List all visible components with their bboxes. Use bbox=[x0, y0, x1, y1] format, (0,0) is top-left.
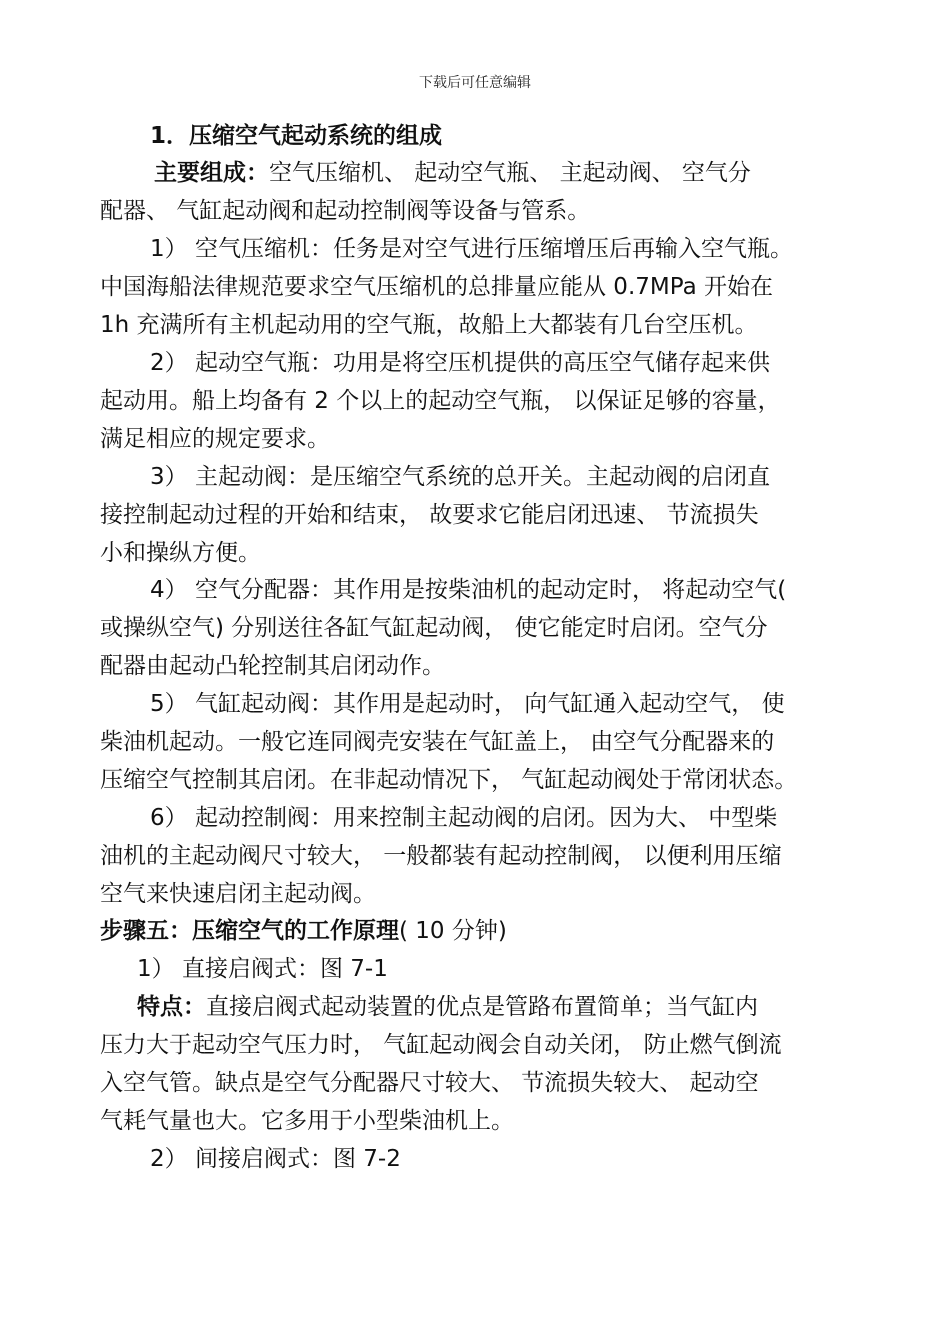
text-line: 接控制起动过程的开始和结束， 故要求它能启闭迅速、 节流损失 bbox=[100, 502, 759, 528]
item-direct-valve: 1） 直接启阀式：图 7-1 bbox=[137, 956, 388, 982]
item-indirect-valve: 2） 间接启阀式：图 7-2 bbox=[150, 1146, 401, 1172]
text-line: 小和操纵方便。 bbox=[100, 540, 261, 566]
text-line: 4） 空气分配器：其作用是按柴油机的起动定时， 将起动空气( bbox=[150, 577, 787, 603]
text-line: 油机的主起动阀尺寸较大， 一般都装有起动控制阀， 以便利用压缩 bbox=[100, 843, 782, 869]
text-line: 3） 主起动阀：是压缩空气系统的总开关。主起动阀的启闭直 bbox=[150, 464, 770, 490]
text-line: 或操纵空气) 分别送往各缸气缸起动阀， 使它能定时启闭。空气分 bbox=[100, 615, 768, 641]
step5-time: ( 10 分钟) bbox=[399, 918, 507, 944]
text-line: 柴油机起动。一般它连同阀壳安装在气缸盖上， 由空气分配器来的 bbox=[100, 729, 775, 755]
text-line: 气耗气量也大。它多用于小型柴油机上。 bbox=[100, 1108, 514, 1134]
step5-label: 步骤五：压缩空气的工作原理 bbox=[100, 918, 399, 944]
text-line: 配器、 气缸起动阀和起动控制阀等设备与管系。 bbox=[100, 198, 591, 224]
feature-line bbox=[137, 992, 758, 1022]
main-components-label: 主要组成： bbox=[154, 160, 269, 186]
text-line: 配器由起动凸轮控制其启闭动作。 bbox=[100, 653, 445, 679]
text-line: 压力大于起动空气压力时， 气缸起动阀会自动关闭， 防止燃气倒流 bbox=[100, 1032, 782, 1058]
page-header: 下载后可任意编辑 bbox=[419, 75, 531, 91]
feature-text: 直接启阀式起动装置的优点是管路布置简单；当气缸内 bbox=[206, 994, 758, 1020]
main-components-line bbox=[154, 158, 751, 188]
text-line: 6） 起动控制阀：用来控制主起动阀的启闭。因为大、 中型柴 bbox=[150, 805, 778, 831]
text-line: 入空气管。缺点是空气分配器尺寸较大、 节流损失较大、 起动空 bbox=[100, 1070, 759, 1096]
text-line: 压缩空气控制其启闭。在非起动情况下， 气缸起动阀处于常闭状态。 bbox=[100, 767, 798, 793]
text-line: 5） 气缸起动阀：其作用是起动时， 向气缸通入起动空气， 使 bbox=[150, 691, 785, 717]
section-title: 1．压缩空气起动系统的组成 bbox=[150, 123, 443, 149]
step5-heading bbox=[100, 916, 507, 946]
text-line: 满足相应的规定要求。 bbox=[100, 426, 330, 452]
main-components-text: 空气压缩机、 起动空气瓶、 主起动阀、 空气分 bbox=[269, 160, 751, 186]
text-line: 2） 起动空气瓶：功用是将空压机提供的高压空气储存起来供 bbox=[150, 350, 770, 376]
text-line: 中国海船法律规范要求空气压缩机的总排量应能从 0.7MPa 开始在 bbox=[100, 274, 773, 300]
feature-label: 特点： bbox=[137, 994, 206, 1020]
text-line: 空气来快速启闭主起动阀。 bbox=[100, 881, 376, 907]
text-line: 1） 空气压缩机：任务是对空气进行压缩增压后再输入空气瓶。 bbox=[150, 236, 793, 262]
text-line: 起动用。船上均备有 2 个以上的起动空气瓶， 以保证足够的容量， bbox=[100, 388, 781, 414]
text-line: 1h 充满所有主机起动用的空气瓶，故船上大都装有几台空压机。 bbox=[100, 312, 758, 338]
